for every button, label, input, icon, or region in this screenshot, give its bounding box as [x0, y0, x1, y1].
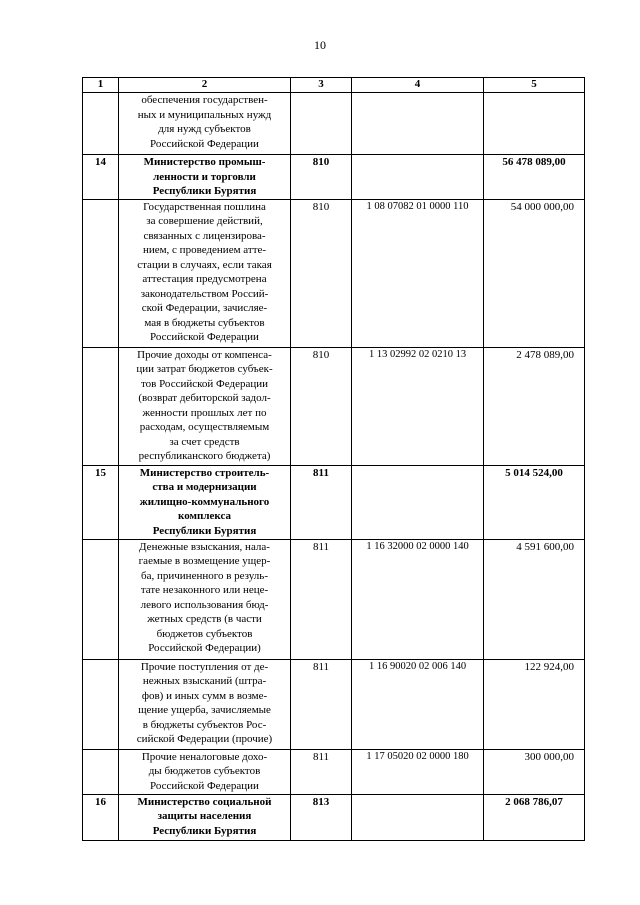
row-name-line: за счет средств — [169, 435, 240, 448]
row-admin-code — [291, 93, 352, 155]
row-budget-code: 1 16 90020 02 006 140 — [352, 659, 484, 749]
table-body — [83, 93, 585, 841]
row-name-line: Министерство строитель- — [139, 466, 270, 479]
row-number: 15 — [83, 465, 119, 539]
row-budget-code — [352, 155, 484, 200]
row-admin-code: 810 — [291, 199, 352, 347]
row-name-line: за совершение действий, — [146, 215, 263, 227]
row-name-line: законодательством Россий- — [140, 287, 269, 300]
header-col-4: 4 — [352, 78, 484, 93]
row-name-line: тов Российской Федерации — [140, 377, 268, 390]
table-row — [83, 659, 585, 749]
row-name-line: ции затрат бюджетов субъек- — [136, 363, 273, 375]
row-name-line: защиты населения — [157, 810, 252, 822]
row-name-line: гаемые в возмещение ущер- — [138, 555, 271, 567]
table-row — [83, 539, 585, 659]
table-row — [83, 93, 585, 155]
row-name-line: Республики Бурятия — [152, 824, 257, 837]
header-col-1: 1 — [83, 78, 119, 93]
row-name — [119, 93, 291, 155]
table-row — [83, 749, 585, 794]
row-name-line: Министерство социальной — [137, 795, 272, 808]
row-name-line: жилищно-коммунального — [139, 495, 270, 508]
header-row — [83, 78, 585, 93]
row-name-line: Российской Федерации — [150, 331, 259, 343]
row-budget-code — [352, 93, 484, 155]
row-name-line: нежных взысканий (штра- — [142, 675, 267, 687]
row-admin-code: 811 — [291, 749, 352, 794]
revenue-table — [82, 77, 585, 841]
row-amount: 54 000 000,00 — [484, 199, 585, 347]
row-number — [83, 749, 119, 794]
row-name — [119, 465, 291, 539]
row-name-line: щение ущерба, зачисляемые — [138, 704, 271, 716]
row-name-line: нием, с проведением атте- — [142, 244, 267, 256]
row-admin-code: 811 — [291, 465, 352, 539]
ministry-row — [83, 794, 585, 840]
row-number: 16 — [83, 794, 119, 840]
row-admin-code: 810 — [291, 347, 352, 465]
row-amount: 5 014 524,00 — [484, 465, 585, 539]
row-name — [119, 794, 291, 840]
row-name-line: Прочие доходы от компенса- — [137, 348, 272, 361]
row-name-line: фов) и иных сумм в возме- — [141, 689, 268, 702]
header-col-3: 3 — [291, 78, 352, 93]
row-amount: 56 478 089,00 — [484, 155, 585, 200]
row-name — [119, 539, 291, 659]
row-name — [119, 659, 291, 749]
row-name-line: Российской Федерации — [150, 779, 259, 792]
row-amount: 2 068 786,07 — [484, 794, 585, 840]
row-budget-code: 1 17 05020 02 0000 180 — [352, 749, 484, 794]
row-name-line: (возврат дебиторской задол- — [138, 392, 271, 404]
row-name-line: Министерство промыш- — [143, 156, 266, 168]
row-name-line: ных и муниципальных нужд — [137, 108, 272, 121]
row-name-line: для нужд субъектов — [158, 123, 251, 135]
row-amount: 4 591 600,00 — [484, 539, 585, 659]
row-number — [83, 93, 119, 155]
row-amount: 300 000,00 — [484, 749, 585, 794]
row-name-line: расходам, осуществляемым — [139, 421, 270, 433]
row-name-line: ской Федерации, зачисляе- — [141, 302, 268, 314]
table-row — [83, 199, 585, 347]
row-name-line: Государственная пошлина — [143, 200, 266, 213]
row-admin-code: 810 — [291, 155, 352, 200]
row-name-line: Прочие неналоговые дохо- — [141, 750, 268, 763]
row-name-line: республиканского бюджета) — [138, 450, 271, 462]
row-number — [83, 539, 119, 659]
row-admin-code: 811 — [291, 539, 352, 659]
row-budget-code: 1 13 02992 02 0210 13 — [352, 347, 484, 465]
row-budget-code: 1 08 07082 01 0000 110 — [352, 199, 484, 347]
row-name-line: мая в бюджеты субъектов — [144, 316, 265, 329]
row-name-line: женности прошлых лет по — [142, 406, 267, 419]
row-name-line: Денежные взыскания, нала- — [139, 540, 270, 553]
row-name-line: Российской Федерации) — [148, 642, 261, 654]
header-col-2: 2 — [119, 78, 291, 93]
row-budget-code — [352, 794, 484, 840]
row-budget-code: 1 16 32000 02 0000 140 — [352, 539, 484, 659]
row-name-line: левого использования бюд- — [140, 598, 269, 611]
row-name-line: ства и модернизации — [152, 481, 257, 493]
row-name-line: ленности и торговли — [153, 170, 256, 183]
row-number — [83, 659, 119, 749]
row-name-line: ды бюджетов субъектов — [148, 765, 261, 777]
row-budget-code — [352, 465, 484, 539]
row-name — [119, 347, 291, 465]
ministry-row — [83, 465, 585, 539]
row-name-line: ба, причиненного в резуль- — [141, 569, 268, 582]
table-row — [83, 347, 585, 465]
row-name — [119, 749, 291, 794]
header-col-5: 5 — [484, 78, 585, 93]
row-name-line: Российской Федерации — [150, 137, 259, 150]
row-name-line: Республики Бурятия — [152, 524, 257, 537]
ministry-row — [83, 155, 585, 200]
row-number: 14 — [83, 155, 119, 200]
row-name-line: сийской Федерации (прочие) — [136, 733, 273, 745]
row-number — [83, 199, 119, 347]
row-name-line: бюджетов субъектов — [156, 627, 253, 640]
row-name-line: стации в случаях, если такая — [137, 258, 272, 271]
row-admin-code: 813 — [291, 794, 352, 840]
row-name-line: обеспечения государствен- — [141, 94, 268, 106]
row-name — [119, 199, 291, 347]
row-name-line: тате незаконного или неце- — [140, 584, 269, 596]
row-name-line: Прочие поступления от де- — [140, 660, 269, 673]
row-number — [83, 347, 119, 465]
row-name-line: комплекса — [178, 510, 231, 522]
row-admin-code: 811 — [291, 659, 352, 749]
row-name-line: аттестация предусмотрена — [142, 273, 267, 285]
row-name-line: жетных средств (в части — [147, 613, 262, 625]
row-name-line: в бюджеты субъектов Рос- — [142, 718, 267, 731]
row-name-line: связанных с лицензирова- — [143, 229, 266, 242]
row-name — [119, 155, 291, 200]
row-amount — [484, 93, 585, 155]
page-number: 10 — [314, 38, 326, 52]
row-name-line: Республики Бурятия — [152, 185, 257, 197]
row-amount: 2 478 089,00 — [484, 347, 585, 465]
row-amount: 122 924,00 — [484, 659, 585, 749]
